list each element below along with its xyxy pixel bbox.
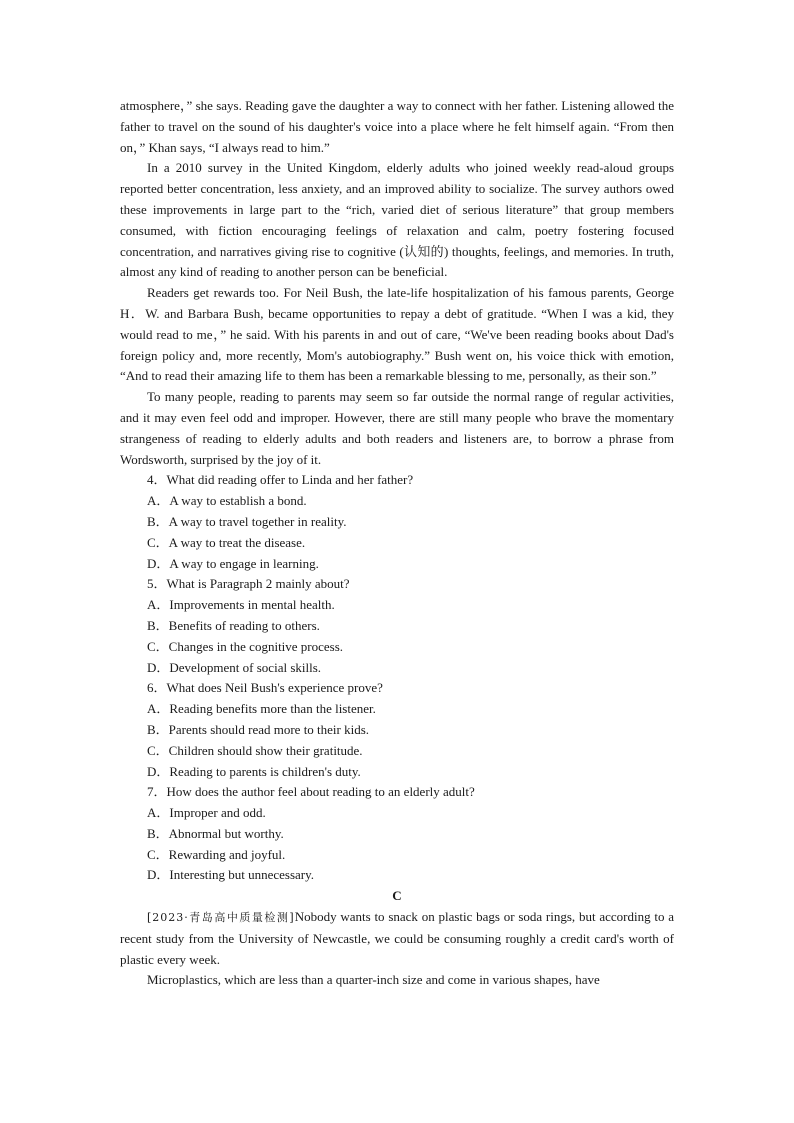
document-page	[120, 96, 674, 991]
paragraph-c-2: Microplastics, which are less than a quarter-inch size and come in various shapes, have	[147, 972, 600, 988]
option-c: C．A way to treat the disease.	[147, 534, 306, 550]
option-b: B．A way to travel together in reality.	[147, 513, 347, 529]
option-b: B．Parents should read more to their kids.	[147, 721, 370, 737]
paragraph-survey: In a 2010 survey in the United Kingdom, elderly adults who joined weekly read-aloud groups reported better concentration, less anxiety, and an improved ability to socialize. The survey authors owed these improvements in large part to the “rich, varied diet of serious literature” that group members consumed, with fiction encouraging feelings of relaxation and calm, poetry fostering focused concentration, and narratives giving rise to cognitive (认知的) thoughts, feelings, and memories. In truth, almost any kind of reading to another person can be beneficial.	[120, 160, 674, 280]
option-c: C．Children should show their gratitude.	[147, 742, 363, 758]
question-block-5	[120, 574, 674, 678]
question-stem: 6．What does Neil Bush's experience prove?	[147, 680, 383, 696]
paragraph-conclusion: To many people, reading to parents may seem so far outside the normal range of regular activities, and it may even feel odd and improper. However, there are still many people who brave the momentary strangeness of reading to elderly adults and both readers and listeners are, to borrow a phrase from Wordsworth, surprised by the joy of it.	[120, 389, 674, 467]
question-stem: 4．What did reading offer to Linda and her father?	[147, 472, 414, 488]
option-c: C．Changes in the cognitive process.	[147, 638, 344, 654]
option-a: A．Improper and odd.	[147, 805, 266, 821]
question-block-4	[120, 470, 674, 574]
paragraph-readers-rewards: Readers get rewards too. For Neil Bush, the late-life hospitalization of his famous parents, George H．W. and Barbara Bush, became opportunities to repay a debt of gratitude. “When I was a kid, they would read to me，” he said. With his parents in and out of care, “We've been reading books about Dad's foreign policy and, more recently, Mom's autobiography.” Bush went on, his voice thick with emotion, “And to read their amazing life to them has been a remarkable blessing to me, personally, as their son.”	[120, 285, 674, 384]
option-d: D．Development of social skills.	[147, 659, 322, 675]
paragraph-c-1	[120, 907, 674, 970]
option-a: A．Reading benefits more than the listener.	[147, 701, 376, 717]
source-tag: [2023·青岛高中质量检测]	[147, 911, 295, 925]
option-b: B．Benefits of reading to others.	[147, 617, 320, 633]
option-a: A．A way to establish a bond.	[147, 493, 307, 509]
section-heading-c: C	[392, 888, 402, 904]
question-block-7	[120, 782, 674, 886]
paragraph-intro: atmosphere，” she says. Reading gave the daughter a way to connect with her father. Listening allowed the father to travel on the sound of his daughter's voice into a place where he felt himself again. “From then on，” Khan says, “I always read to him.”	[120, 98, 674, 155]
option-d: D．A way to engage in learning.	[147, 555, 319, 571]
option-d: D．Reading to parents is children's duty.	[147, 763, 361, 779]
paragraph-c-1-text: Nobody wants to snack on plastic bags or soda rings, but according to a recent study from the University of Newcastle, we could be consuming roughly a credit card's worth of plastic every week.	[120, 909, 674, 967]
question-block-6	[120, 678, 674, 782]
question-stem: 7．How does the author feel about reading to an elderly adult?	[147, 784, 475, 800]
option-a: A．Improvements in mental health.	[147, 597, 335, 613]
question-stem: 5．What is Paragraph 2 mainly about?	[147, 576, 350, 592]
option-d: D．Interesting but unnecessary.	[147, 867, 315, 883]
option-c: C．Rewarding and joyful.	[147, 846, 286, 862]
option-b: B．Abnormal but worthy.	[147, 825, 284, 841]
